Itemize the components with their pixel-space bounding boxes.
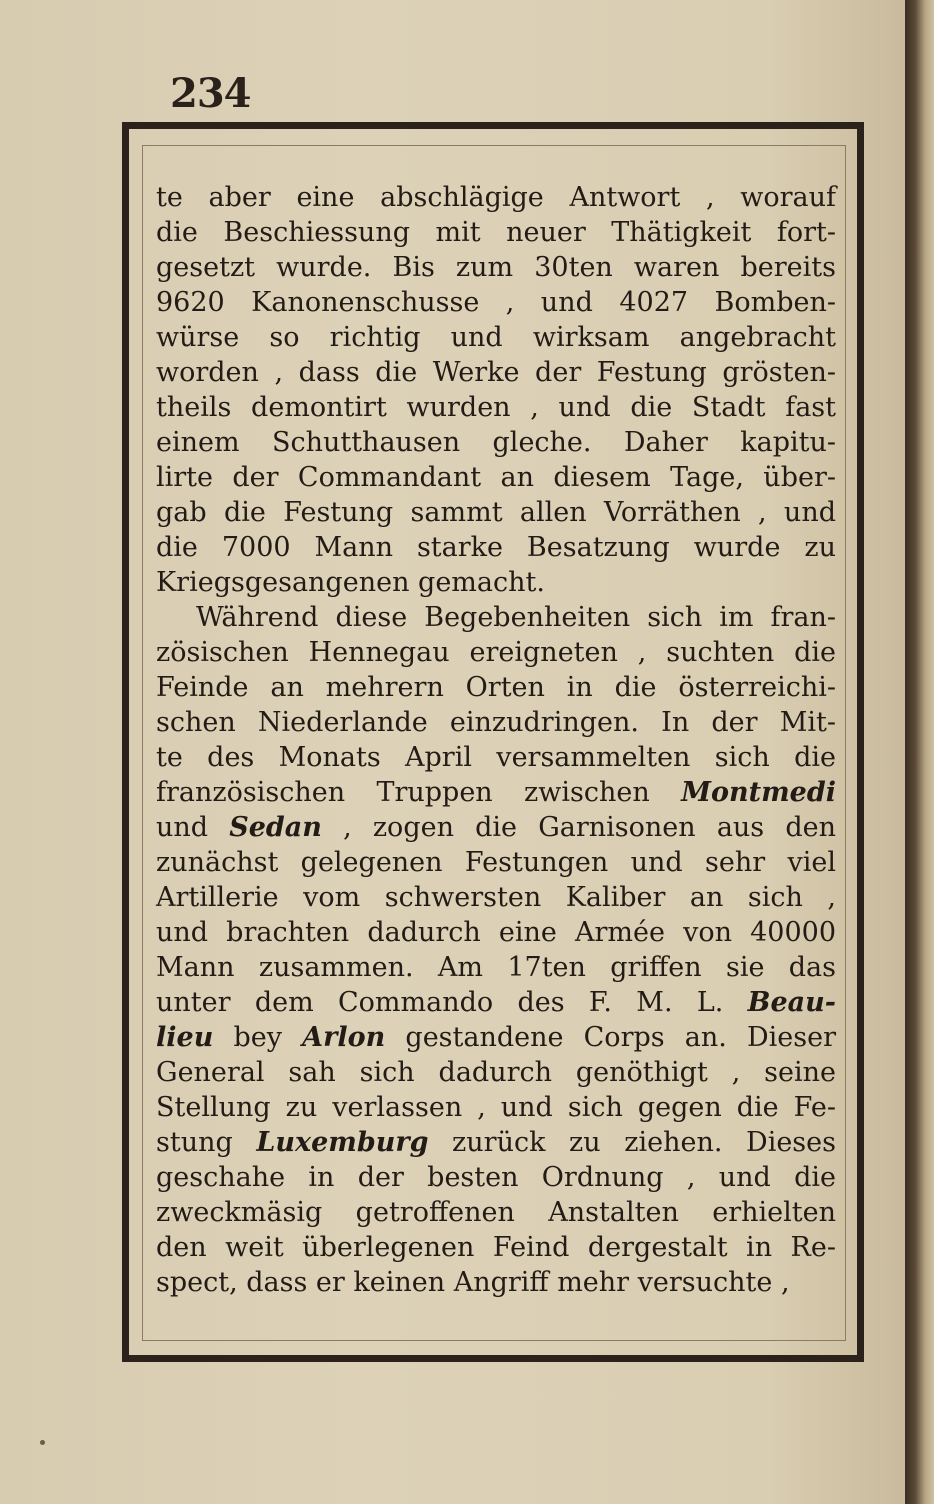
text-segment: schen Niederlande einzudringen. In der Mit-	[156, 707, 836, 738]
text-line	[156, 985, 836, 1020]
text-segment: lirte der Commandant an diesem Tage, über-	[156, 462, 836, 493]
text-line	[156, 1125, 836, 1160]
text-segment: Artillerie vom schwersten Kaliber an sich ,	[156, 882, 836, 913]
text-line	[156, 1055, 836, 1090]
text-segment: Kriegsgesangenen gemacht.	[156, 567, 545, 598]
text-line	[156, 600, 836, 635]
text-line	[156, 775, 836, 810]
text-segment: zösischen Hennegau ereigneten , suchten die	[156, 637, 836, 668]
text-segment: würse so richtig und wirksam angebracht	[156, 322, 836, 353]
text-line	[156, 495, 836, 530]
text-segment: die 7000 Mann starke Besatzung wurde zu	[156, 532, 836, 563]
body-text	[156, 180, 836, 1300]
page-number: 234	[170, 70, 251, 117]
text-segment: General sah sich dadurch genöthigt , seine	[156, 1057, 836, 1088]
text-line	[156, 460, 836, 495]
emphasized-name: Beau-	[747, 987, 836, 1018]
text-segment: gesetzt wurde. Bis zum 30ten waren bereits	[156, 252, 836, 283]
text-line	[156, 705, 836, 740]
text-segment: stung	[156, 1127, 257, 1158]
text-line	[156, 355, 836, 390]
text-segment: und	[156, 812, 230, 843]
text-line	[156, 530, 836, 565]
text-segment: den weit überlegenen Feind dergestalt in Re-	[156, 1232, 836, 1263]
book-gutter	[905, 0, 934, 1504]
text-line	[156, 880, 836, 915]
emphasized-name: Arlon	[302, 1022, 386, 1053]
text-segment: zurück zu ziehen. Dieses	[428, 1127, 836, 1158]
text-line	[156, 915, 836, 950]
text-line	[156, 215, 836, 250]
text-segment: Stellung zu verlassen , und sich gegen die Fe-	[156, 1092, 836, 1123]
text-line	[156, 320, 836, 355]
text-segment: , zogen die Garnisonen aus den	[321, 812, 836, 843]
text-segment: te des Monats April versammelten sich die	[156, 742, 836, 773]
text-segment: zunächst gelegenen Festungen und sehr viel	[156, 847, 836, 878]
ink-spot	[40, 1440, 45, 1445]
text-line	[156, 635, 836, 670]
text-line	[156, 1230, 836, 1265]
text-line	[156, 425, 836, 460]
text-line	[156, 845, 836, 880]
text-segment: Mann zusammen. Am 17ten griffen sie das	[156, 952, 836, 983]
text-segment: einem Schutthausen gleche. Daher kapitu-	[156, 427, 836, 458]
text-line	[156, 810, 836, 845]
text-segment: unter dem Commando des F. M. L.	[156, 987, 748, 1018]
text-segment: 9620 Kanonenschusse , und 4027 Bomben-	[156, 287, 836, 318]
text-line	[156, 285, 836, 320]
text-segment: Feinde an mehrern Orten in die österreichi-	[156, 672, 836, 703]
text-segment: theils demontirt wurden , und die Stadt fast	[156, 392, 836, 423]
text-segment: geschahe in der besten Ordnung , und die	[156, 1162, 836, 1193]
text-line	[156, 1265, 836, 1300]
text-segment: gab die Festung sammt allen Vorräthen , und	[156, 497, 836, 528]
text-segment: spect, dass er keinen Angriff mehr versuchte ,	[156, 1267, 790, 1298]
text-line	[156, 1090, 836, 1125]
text-segment: französischen Truppen zwischen	[156, 777, 682, 808]
text-segment: gestandene Corps an. Dieser	[385, 1022, 836, 1053]
text-line	[156, 1160, 836, 1195]
text-segment: die Beschiessung mit neuer Thätigkeit fort-	[156, 217, 836, 248]
text-line	[156, 1195, 836, 1230]
emphasized-name: Montmedi	[681, 777, 836, 808]
text-segment: Während diese Begebenheiten sich im fran-	[196, 602, 836, 633]
text-line	[156, 740, 836, 775]
text-segment: bey	[213, 1022, 303, 1053]
text-line	[156, 180, 836, 215]
emphasized-name: Luxemburg	[256, 1127, 429, 1158]
text-line	[156, 670, 836, 705]
text-line	[156, 390, 836, 425]
text-line	[156, 1020, 836, 1055]
text-line	[156, 565, 836, 600]
text-line	[156, 950, 836, 985]
emphasized-name: Sedan	[229, 812, 322, 843]
text-segment: zweckmäsig getroffenen Anstalten erhielten	[156, 1197, 836, 1228]
text-segment: und brachten dadurch eine Armée von 40000	[156, 917, 836, 948]
emphasized-name: lieu	[156, 1022, 214, 1053]
text-line	[156, 250, 836, 285]
text-segment: te aber eine abschlägige Antwort , worauf	[156, 182, 836, 213]
text-segment: worden , dass die Werke der Festung grösten-	[156, 357, 836, 388]
